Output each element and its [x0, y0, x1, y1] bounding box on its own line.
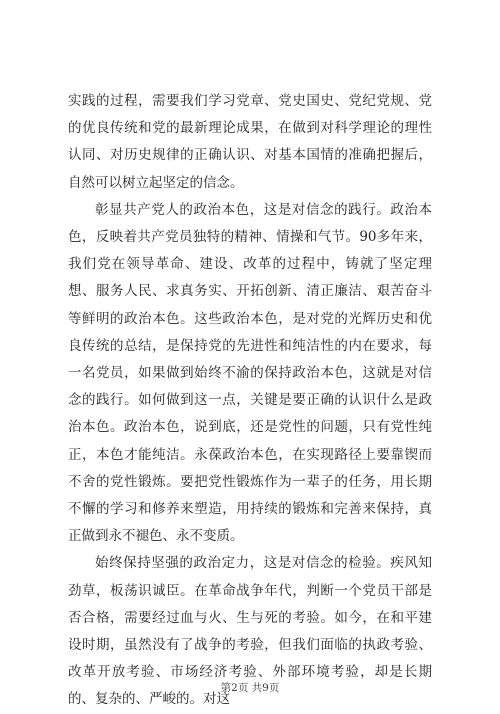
page-number-footer: 第2页 共9页 — [220, 682, 280, 694]
paragraph-continuation: 实践的过程，需要我们学习党章、党史国史、党纪党规、党的优良传统和党的最新理论成果，在做到对科学理论的理性认同、对历史规律的正确认识、对基本国情的准确把握后，自然可以树立起坚定的信念。 — [68, 93, 432, 191]
paragraph-political-resolve: 始终保持坚强的政治定力，这是对信念的检验。疾风知劲草，板荡识诚臣。在革命战争年代，判断一个党员干部是否合格，需要经过血与火、生与死的考验。如今，在和平建设时期，虽然没有了战争的考验，但我们面临的执政考验、改革开放考验、市场经济考验、外部环境考验，却是长期的、复杂的、严峻的。对这 — [68, 555, 432, 708]
document-body — [68, 88, 432, 714]
paragraph-political-character: 彰显共产党人的政治本色，这是对信念的践行。政治本色，反映着共产党员独特的精神、情操和气节。90多年来，我们党在领导革命、建设、改革的过程中，铸就了坚定理想、服务人民、求真务实、开拓创新、清正廉洁、艰苦奋斗等鲜明的政治本色。这些政治本色，是对党的光辉历史和优良传统的总结，是保持党的先进性和纯洁性的内在要求，每一名党员，如果做到始终不渝的保持政治本色，这就是对信念的践行。如何做到这一点，关键是要正确的认识什么是政治本色。政治本色，说到底，还是党性的问题，只有党性纯正，本色才能纯洁。永葆政治本色，在实现路径上要靠锲而不舍的党性锻炼。要把党性锻炼作为一辈子的任务，用长期不懈的学习和修养来塑造，用持续的锻炼和完善来保持，真正做到永不褪色、永不变质。 — [68, 201, 432, 545]
